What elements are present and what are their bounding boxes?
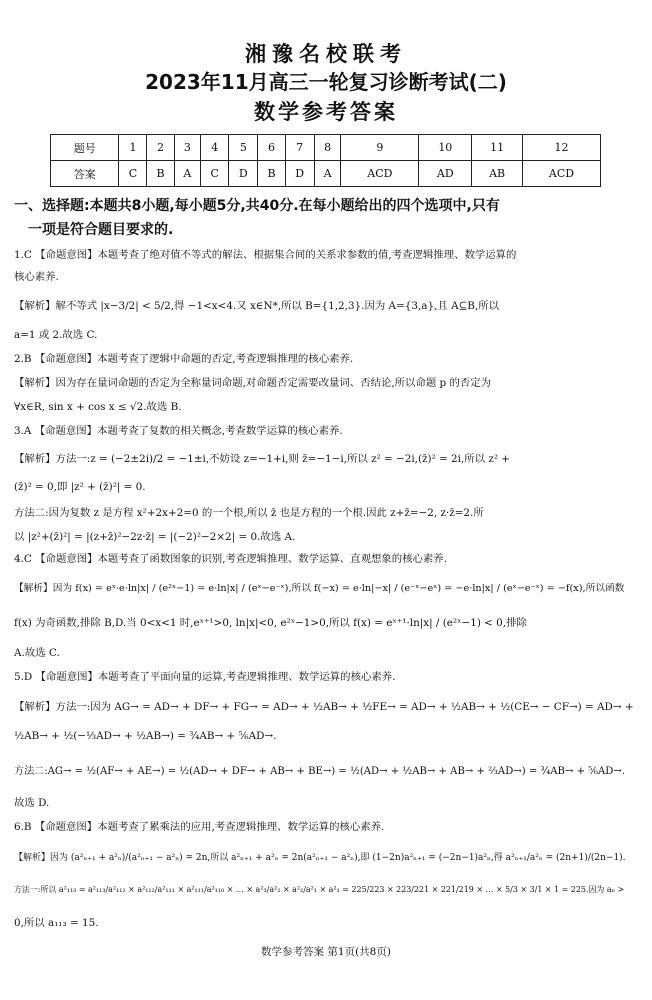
exam-org-title: 湘豫名校联考 (245, 42, 407, 66)
q3-intent: 3.A 【命题意图】本题考查了复数的相关概念,考查数学运算的核心素养. (14, 425, 343, 437)
answer-cell: D (285, 161, 314, 187)
answer-cell: B (147, 161, 174, 187)
q4-analysis-cont: f(x) 为奇函数,排除 B,D.当 0<x<1 时,eˣ⁺¹>0, ln|x|<0, e²ˣ−1>0,所以 f(x) = eˣ⁺¹·ln|x| / (e²ˣ−1) < 0,排除 (14, 617, 527, 629)
q5-conclusion: 故选 D. (14, 797, 50, 809)
q-number: 3 (174, 135, 201, 161)
answer-cell: C (119, 161, 147, 187)
q5-method1-cont: ½AB→ + ½(−⅓AD→ + ½AB→) = ¾AB→ + ⅚AD→. (14, 730, 277, 742)
q5-method2: 方法二:AG→ = ½(AF→ + AE→) = ½(AD→ + DF→ + AB→ + BE→) = ½(AD→ + ½AB→ + AB→ + ⅔AD→) = ¾AB→ + ⅚AD→. (14, 766, 626, 777)
q-number: 6 (258, 135, 285, 161)
number-row (51, 135, 601, 161)
doc-title: 数学参考答案 (254, 100, 398, 124)
q-number: 2 (147, 135, 174, 161)
q4-analysis: 【解析】因为 f(x) = eˣ·e·ln|x| / (e²ˣ−1) = e·ln|x| / (eˣ−e⁻ˣ),所以 f(−x) = e·ln|−x| / (e⁻ˣ−eˣ) = −e·ln|x| / (eˣ−e⁻ˣ) = −f(x),所以函数 (14, 583, 625, 594)
q1-intent-cont: 核心素养. (14, 271, 59, 283)
q1-analysis: 【解析】解不等式 |x−3/2| < 5/2,得 −1<x<4.又 x∈N*,所以 B={1,2,3}.因为 A={3,a},且 A⊆B,所以 (14, 300, 500, 312)
q-number: 11 (472, 135, 523, 161)
answer-cell: D (229, 161, 258, 187)
q-number: 5 (229, 135, 258, 161)
q2-analysis-cont: ∀x∈R, sin x + cos x ≤ √2.故选 B. (14, 401, 182, 413)
q4-analysis-end: A.故选 C. (14, 647, 60, 659)
answer-row (51, 161, 601, 187)
q4-intent: 4.C 【命题意图】本题考查了函数图象的识别,考查逻辑推理、数学运算、直观想象的核心素养. (14, 553, 448, 565)
q5-method1: 【解析】方法一:因为 AG→ = AD→ + DF→ + FG→ = AD→ + ½AB→ + ½FE→ = AD→ + ½AB→ + ½(CE→ − CF→) = AD→ + (14, 701, 634, 713)
q2-analysis: 【解析】因为存在量词命题的否定为全称量词命题,对命题否定需要改量词、否结论,所以命题 p 的否定为 (14, 377, 492, 389)
page-footer: 数学参考答案 第1页(共8页) (261, 946, 391, 958)
q6-analysis: 【解析】因为 (a²ₙ₊₁ + a²ₙ)/(a²ₙ₊₁ − a²ₙ) = 2n,所以 a²ₙ₊₁ + a²ₙ = 2n(a²ₙ₊₁ − a²ₙ),即 (1−2n)a²ₙ₊₁ = (−2n−1)a²ₙ,得 a²ₙ₊₁/a²ₙ = (2n+1)/(2n−1). (14, 853, 626, 863)
answer-cell: ACD (341, 161, 419, 187)
q2-intent: 2.B 【命题意图】本题考查了逻辑中命题的否定,考查逻辑推理的核心素养. (14, 353, 354, 365)
q-number: 8 (314, 135, 341, 161)
q6-method1: 方法一:所以 a²₁₁₃ = a²₁₁₃/a²₁₁₂ × a²₁₁₂/a²₁₁₁ × a²₁₁₁/a²₁₁₀ × … × a²₃/a²₂ × a²₂/a²₁ × a²₁ = 225/223 × 223/221 × 221/219 × … × 5/3 × 3/1 × 1 = 225.因为 aₙ > (14, 885, 625, 894)
q-number: 4 (201, 135, 229, 161)
q6-intent: 6.B 【命题意图】本题考查了累乘法的应用,考查逻辑推理、数学运算的核心素养. (14, 821, 385, 833)
q-number: 7 (285, 135, 314, 161)
answer-cell: A (174, 161, 201, 187)
q3-method2-cont: 以 |z²+(z̄)²| = |(z+z̄)²−2z·z̄| = |(−2)²−2×2| = 0.故选 A. (14, 531, 296, 543)
q-number: 10 (419, 135, 472, 161)
q6-method1-cont: 0,所以 a₁₁₃ = 15. (14, 917, 99, 929)
exam-name-title: 2023年11月高三一轮复习诊断考试(二) (145, 70, 507, 94)
answer-cell: AB (472, 161, 523, 187)
answer-cell: A (314, 161, 341, 187)
row-label: 答案 (51, 161, 119, 187)
q5-intent: 5.D 【命题意图】本题考查了平面向量的运算,考查逻辑推理、数学运算的核心素养. (14, 671, 396, 683)
q3-method1: 【解析】方法一:z = (−2±2i)/2 = −1±i,不妨设 z=−1+i,则 z̄=−1−i,所以 z² = −2i,(z̄)² = 2i,所以 z² + (14, 453, 510, 465)
q-number: 12 (522, 135, 600, 161)
q3-method1-cont: (z̄)² = 0,即 |z² + (z̄)²| = 0. (14, 481, 146, 493)
answer-table (50, 134, 601, 187)
section-heading (14, 194, 638, 242)
q-number: 1 (119, 135, 147, 161)
answer-cell: B (258, 161, 285, 187)
section-heading-line-1: 一、选择题:本题共8小题,每小题5分,共40分.在每小题给出的四个选项中,只有 (14, 198, 500, 214)
section-heading-line-2: 一项是符合题目要求的. (28, 222, 174, 238)
answer-cell: C (201, 161, 229, 187)
q3-method2: 方法二:因为复数 z 是方程 x²+2x+2=0 的一个根,所以 z̄ 也是方程的一个根.因此 z+z̄=−2, z·z̄=2.所 (14, 507, 484, 519)
answer-cell: AD (419, 161, 472, 187)
answer-cell: ACD (522, 161, 600, 187)
q-number: 9 (341, 135, 419, 161)
row-label: 题号 (51, 135, 119, 161)
q1-analysis-cont: a=1 或 2.故选 C. (14, 329, 98, 341)
q1-intent: 1.C 【命题意图】本题考查了绝对值不等式的解法、根据集合间的关系求参数的值,考查逻辑推理、数学运算的 (14, 249, 517, 261)
